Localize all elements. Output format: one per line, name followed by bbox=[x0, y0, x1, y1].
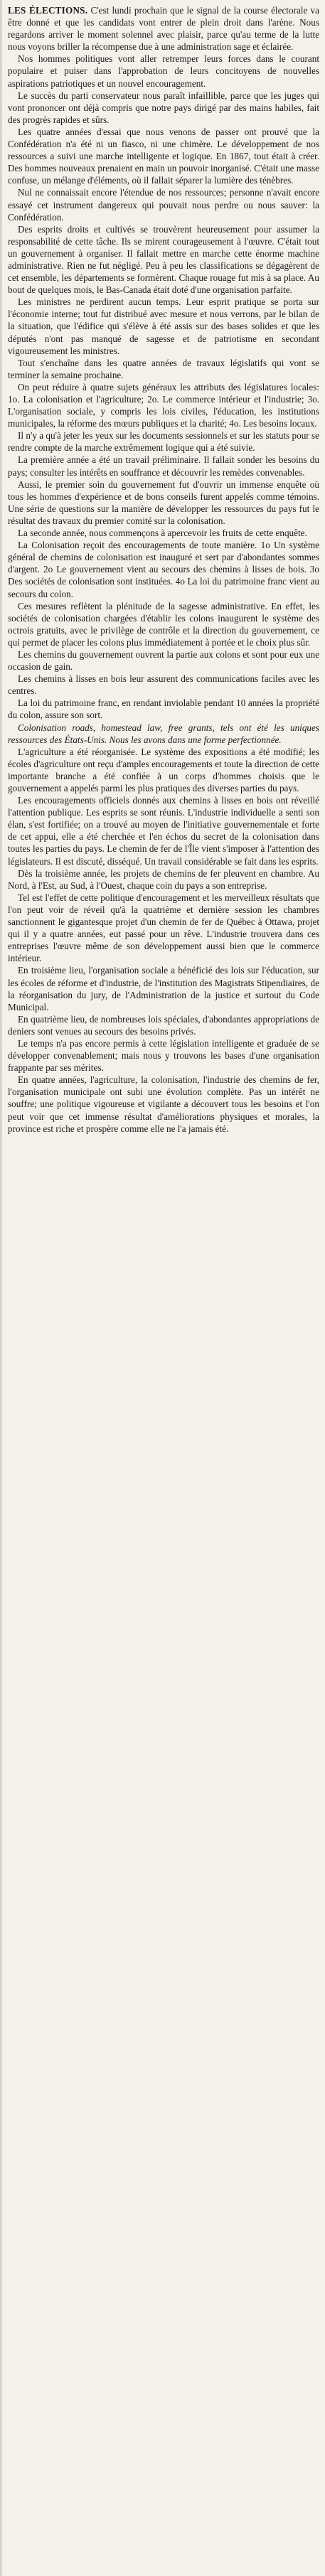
article-paragraph: Les chemins du gouvernement ouvrent la partie aux colons et sont pour eux une occasion de gain. bbox=[8, 648, 319, 673]
article-paragraph: En quatre années, l'agriculture, la colonisation, l'industrie des chemins de fer, l'organisation municipale ont subi une évolution complète. Pas un intérêt ne souffre; une politique vigoureuse et vigilante a découvert tous les besoins et l'on peut voir que cet immense résultat d'améliorations physiques et morales, la province est riche et prospère comme elle ne l'a jamais été. bbox=[8, 1074, 319, 1134]
article-paragraph: En troisième lieu, l'organisation sociale a bénéficié des lois sur l'éducation, sur les écoles de réforme et d'industrie, de l'institution des Magistrats Stipendiaires, de la réorganisation du jury, de l'Administration de la justice et surtout du Code Municipal. bbox=[8, 965, 319, 1012]
article-column bbox=[8, 4, 319, 1135]
article-paragraph: Les quatre années d'essai que nous venons de passer ont prouvé que la Confédération n'a été ni un fiasco, ni une chimère. Le développement de nos ressources a suivi une marche intelligente et logique. En 1867, tout était à créer. Des hommes nouveaux prenaient en main un pouvoir inorganisé. C'était une masse confuse, un mélange d'éléments, où il fallait séparer la lumière des ténèbres. bbox=[8, 126, 319, 186]
article-paragraph: En quatrième lieu, de nombreuses lois spéciales, d'abondantes appropriations de deniers sont venues au secours des besoins privés. bbox=[8, 1013, 319, 1037]
article-paragraph: Nul ne connaissait encore l'étendue de nos ressources; personne n'avait encore essayé cet instrument dangereux qui pouvait nous perdre ou nous sauver: la Confédération. bbox=[8, 187, 319, 223]
article-paragraph: Nos hommes politiques vont aller retremper leurs forces dans le courant populaire et puiser dans l'approbation de leurs concitoyens de nouvelles aspirations patriotiques et un nouvel encouragement. bbox=[8, 53, 319, 89]
article-paragraph: Aussi, le premier soin du gouvernement fut d'ouvrir un immense enquête où tous les hommes d'expérience et de bons conseils furent appelés comme témoins. Une série de questions sur la manière de développer les ressources du pays fut le résultat des travaux du premier comité sur la colonisation. bbox=[8, 479, 319, 526]
article-paragraph: Le temps n'a pas encore permis à cette législation intelligente et graduée de se développer convenablement; mais nous y trouvons les bases d'une organisation frappante par ses mérites. bbox=[8, 1037, 319, 1074]
article-paragraph: Les ministres ne perdirent aucun temps. Leur esprit pratique se porta sur l'économie interne; tout fut distribué avec mesure et nous verrons, par le bilan de la situation, que l'édifice qui s'élève à été assis sur des bases solides et que les députés n'ont pas manqué de sagesse et de patriotisme en secondant vigoureusement les ministres. bbox=[8, 296, 319, 356]
article-paragraph: On peut réduire à quatre sujets généraux les attributs des législatures locales: 1o. La colonisation et l'agriculture; 2o. Le commerce intérieur et l'industrie; 3o. L'organisation sociale, y compris les lois civiles, l'éducation, les institutions municipales, la réforme des mœurs publiques et la charité; 4o. Les besoins locaux. bbox=[8, 381, 319, 429]
article-paragraph: Colonisation roads, homestead law, free grants, tels ont été les uniques ressources des États-Unis. Nous les avons dans une forme perfectionnée. bbox=[8, 722, 319, 745]
article-paragraph: Tout s'enchaîne dans les quatre années de travaux législatifs qui vont se terminer la semaine prochaine. bbox=[8, 357, 319, 380]
scan-edge-shadow bbox=[0, 0, 2, 2576]
article-headline: LES ÉLECTIONS. bbox=[8, 5, 88, 16]
article-paragraph: Il n'y a qu'à jeter les yeux sur les documents sessionnels et sur les statuts pour se rendre compte de la marche extrêmement logique qui a été suivie. bbox=[8, 430, 319, 454]
article-paragraph: Les chemins à lisses en bois leur assurent des communications faciles avec les centres. bbox=[8, 673, 319, 697]
article-paragraph: Ces mesures reflètent la plénitude de la sagesse administrative. En effet, les sociétés de colonisation chargées d'établir les colons inaugurent le système des octrois gratuits, avec le privilège de contrôle et la direction du gouvernement, ce qui permet de placer les colons plus immédiatement à portée et le choix plus sûr. bbox=[8, 600, 319, 648]
article-paragraph: Des esprits droits et cultivés se trouvèrent heureusement pour assumer la responsabilité de cette tâche. Ils se mirent courageusement à l'œuvre. C'était tout un gouvernement à organiser. Il fallait mettre en marche cette énorme machine administrative. Rien ne fut négligé. Peu à peu les classifications se dégagèrent de cet ensemble, les départements se formèrent. Chaque rouage fut mis à sa place. Au bout de quelques mois, le Bas-Canada était doté d'une organisation parfaite. bbox=[8, 223, 319, 296]
article-paragraph: La Colonisation reçoit des encouragements de toute manière. 1o Un système général de chemins de colonisation est inauguré et sert par d'abondantes sommes d'argent. 2o Le gouvernement vient au secours des chemins à lisses de bois. 3o Des sociétés de colonisation sont instituées. 4o La loi du patrimoine franc vient au secours du colon. bbox=[8, 540, 319, 599]
article-paragraph: Les encouragements officiels donnés aux chemins à lisses en bois ont réveillé l'attention publique. Les esprits se sont réunis. L'industrie individuelle a senti son élan, s'est fortifiée; on a trouvé au moyen de l'initiative gouvernementale et forte de cet appui, elle a été cherchée et l'en échos du secret de la colonisation dans toutes les parties du pays. Le chemin de fer de l'Île vient s'imposer à l'attention des législateurs. Il est discuté, disséqué. Un travail considérable se fait dans les esprits. bbox=[8, 795, 319, 867]
article-paragraph: La loi du patrimoine franc, en rendant inviolable pendant 10 années la propriété du colon, assure son sort. bbox=[8, 698, 319, 721]
article-paragraph: La première année a été un travail préliminaire. Il fallait sonder les besoins du pays; consulter les intérêts en souffrance et découvrir les remèdes convenables. bbox=[8, 454, 319, 478]
article-paragraph: La seconde année, nous commençons à apercevoir les fruits de cette enquête. bbox=[18, 528, 307, 539]
article-paragraph: Tel est l'effet de cette politique d'encouragement et les merveilleux résultats que l'on peut voir de réveil qu'à la quatrième et dernière session les chambres sanctionnent le gigantesque projet d'un chemin de fer de Québec à Ottawa, projet qui il y a quatre années, eut passé pour un rêve. L'industrie trouvera dans ces entreprises l'œuvre même de son développement aussi bien que le commerce intérieur. bbox=[8, 892, 319, 964]
article-paragraph: Dès la troisième année, les projets de chemins de fer pleuvent en chambre. Au Nord, à l'Est, au Sud, à l'Ouest, chaque coin du pays a son entreprise. bbox=[8, 867, 319, 891]
article-paragraph-lead bbox=[8, 4, 319, 53]
paragraph-text: C'est lundi prochain que le signal de la course électorale va être donné et que les candidats vont entrer de plein droit dans l'arène. Nous regardons arriver le moment solennel avec plaisir, parce qu'au terme de la lutte nous voyons briller la récompense due à une administration sage et éclairée. bbox=[8, 5, 319, 53]
article-paragraph: Le succès du parti conservateur nous paraît infaillible, parce que les juges qui vont prononcer ont déjà compris que notre pays dirigé par des mains habiles, fait des progrès rapides et sûrs. bbox=[8, 90, 319, 125]
article-paragraph: L'agriculture a été réorganisée. Le système des expositions a été modifié; les écoles d'agriculture ont reçu d'amples encouragements et toute la direction de cette importante branche a été confiée à un corps d'hommes choisis que le gouvernement a appelés parmi les plus pratiques des diverses parties du pays. bbox=[8, 746, 319, 793]
